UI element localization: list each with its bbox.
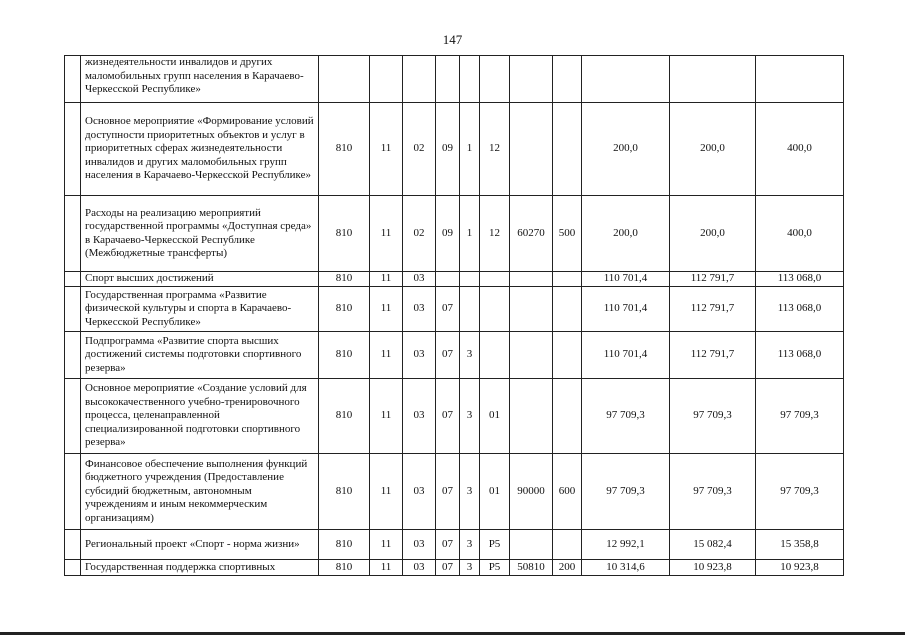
event-code-cell [480,56,510,103]
subprogram-code-cell: 3 [460,379,480,454]
event-code-cell [480,332,510,379]
expense-type-cell [553,530,582,560]
row-index-cell [65,560,81,576]
event-code-cell: P5 [480,530,510,560]
amount-year-2-cell [670,56,756,103]
table-row [65,454,844,530]
amount-year-2-cell: 15 082,4 [670,530,756,560]
amount-year-3-cell: 113 068,0 [756,332,844,379]
section-code-cell: 11 [370,287,403,332]
direction-code-cell: 90000 [510,454,553,530]
amount-year-2-cell: 200,0 [670,103,756,196]
amount-year-3-cell: 97 709,3 [756,454,844,530]
row-index-cell [65,272,81,287]
ministry-code-cell: 810 [319,287,370,332]
table-row [65,103,844,196]
amount-year-3-cell [756,56,844,103]
row-index-cell [65,56,81,103]
amount-year-1-cell: 12 992,1 [582,530,670,560]
table-row [65,332,844,379]
program-code-cell: 09 [436,103,460,196]
event-code-cell: 01 [480,454,510,530]
ministry-code-cell: 810 [319,379,370,454]
expense-name-cell: Основное мероприятие «Создание условий для высококачественного учебно-тренировочного процесса, целенаправленной специализированной подготовки спортивного резерва» [81,379,319,454]
amount-year-2-cell: 97 709,3 [670,379,756,454]
amount-year-2-cell: 112 791,7 [670,332,756,379]
table-row [65,530,844,560]
direction-code-cell: 50810 [510,560,553,576]
ministry-code-cell: 810 [319,103,370,196]
expense-name-cell: Основное мероприятие «Формирование условий доступности приоритетных объектов и услуг в приоритетных сферах жизнедеятельности инвалидов и других маломобильных групп населения в Карачаево-Черкесской Республике» [81,103,319,196]
amount-year-3-cell: 15 358,8 [756,530,844,560]
program-code-cell: 07 [436,454,460,530]
subprogram-code-cell: 1 [460,196,480,272]
amount-year-1-cell: 97 709,3 [582,454,670,530]
subprogram-code-cell [460,272,480,287]
expense-type-cell [553,287,582,332]
event-code-cell: 01 [480,379,510,454]
expense-type-cell [553,103,582,196]
subsection-code-cell: 03 [403,332,436,379]
page-bottom-border [0,632,905,635]
program-code-cell: 09 [436,196,460,272]
section-code-cell: 11 [370,103,403,196]
program-code-cell [436,272,460,287]
subsection-code-cell: 02 [403,103,436,196]
section-code-cell: 11 [370,530,403,560]
subprogram-code-cell: 3 [460,560,480,576]
direction-code-cell [510,287,553,332]
program-code-cell [436,56,460,103]
program-code-cell: 07 [436,560,460,576]
ministry-code-cell: 810 [319,560,370,576]
amount-year-3-cell: 113 068,0 [756,287,844,332]
amount-year-2-cell: 10 923,8 [670,560,756,576]
direction-code-cell [510,379,553,454]
ministry-code-cell: 810 [319,272,370,287]
amount-year-1-cell: 200,0 [582,103,670,196]
direction-code-cell [510,103,553,196]
subprogram-code-cell: 3 [460,454,480,530]
page-number: 147 [442,32,463,47]
row-index-cell [65,196,81,272]
subsection-code-cell: 03 [403,272,436,287]
expense-name-cell: Расходы на реализацию мероприятий государственной программы «Доступная среда» в Карачаево-Черкесской Республике (Межбюджетные трансферты) [81,196,319,272]
table-row [65,56,844,103]
section-code-cell: 11 [370,560,403,576]
subsection-code-cell: 02 [403,196,436,272]
ministry-code-cell: 810 [319,332,370,379]
budget-table [64,55,844,576]
amount-year-1-cell: 110 701,4 [582,287,670,332]
direction-code-cell [510,530,553,560]
direction-code-cell [510,56,553,103]
table-row [65,560,844,576]
table-row [65,196,844,272]
expense-name-cell: Подпрограмма «Развитие спорта высших достижений системы подготовки спортивного резерва» [81,332,319,379]
section-code-cell: 11 [370,454,403,530]
amount-year-1-cell: 10 314,6 [582,560,670,576]
subsection-code-cell: 03 [403,530,436,560]
ministry-code-cell: 810 [319,196,370,272]
amount-year-1-cell: 110 701,4 [582,332,670,379]
subprogram-code-cell: 3 [460,332,480,379]
expense-type-cell [553,272,582,287]
section-code-cell: 11 [370,272,403,287]
amount-year-2-cell: 112 791,7 [670,272,756,287]
expense-name-cell: Государственная поддержка спортивных [81,560,319,576]
expense-name-cell: Спорт высших достижений [81,272,319,287]
table-row [65,379,844,454]
subprogram-code-cell: 3 [460,530,480,560]
amount-year-3-cell: 97 709,3 [756,379,844,454]
amount-year-1-cell [582,56,670,103]
amount-year-1-cell: 110 701,4 [582,272,670,287]
amount-year-3-cell: 400,0 [756,103,844,196]
subprogram-code-cell: 1 [460,103,480,196]
section-code-cell: 11 [370,332,403,379]
amount-year-1-cell: 200,0 [582,196,670,272]
amount-year-1-cell: 97 709,3 [582,379,670,454]
subsection-code-cell: 03 [403,287,436,332]
program-code-cell: 07 [436,379,460,454]
expense-type-cell: 500 [553,196,582,272]
amount-year-2-cell: 112 791,7 [670,287,756,332]
ministry-code-cell [319,56,370,103]
event-code-cell: 12 [480,103,510,196]
row-index-cell [65,454,81,530]
expense-type-cell [553,56,582,103]
section-code-cell [370,56,403,103]
expense-type-cell: 600 [553,454,582,530]
row-index-cell [65,287,81,332]
amount-year-2-cell: 97 709,3 [670,454,756,530]
subsection-code-cell: 03 [403,454,436,530]
row-index-cell [65,103,81,196]
expense-name-cell: Государственная программа «Развитие физической культуры и спорта в Карачаево-Черкесской Республике» [81,287,319,332]
expense-type-cell [553,332,582,379]
expense-name-cell: Финансовое обеспечение выполнения функций бюджетного учреждения (Предоставление субсидий бюджетным, автономным учреждениям и иным некоммерческим организациям) [81,454,319,530]
subsection-code-cell: 03 [403,560,436,576]
subsection-code-cell [403,56,436,103]
expense-type-cell [553,379,582,454]
direction-code-cell [510,272,553,287]
ministry-code-cell: 810 [319,530,370,560]
program-code-cell: 07 [436,332,460,379]
event-code-cell [480,272,510,287]
subprogram-code-cell [460,287,480,332]
section-code-cell: 11 [370,196,403,272]
direction-code-cell [510,332,553,379]
row-index-cell [65,530,81,560]
amount-year-2-cell: 200,0 [670,196,756,272]
program-code-cell: 07 [436,287,460,332]
amount-year-3-cell: 113 068,0 [756,272,844,287]
expense-name-cell: Региональный проект «Спорт - норма жизни» [81,530,319,560]
event-code-cell [480,287,510,332]
expense-type-cell: 200 [553,560,582,576]
subsection-code-cell: 03 [403,379,436,454]
event-code-cell: P5 [480,560,510,576]
event-code-cell: 12 [480,196,510,272]
expense-name-cell: жизнедеятельности инвалидов и других маломобильных групп населения в Карачаево-Черкесской Республике» [81,56,319,103]
section-code-cell: 11 [370,379,403,454]
direction-code-cell: 60270 [510,196,553,272]
row-index-cell [65,379,81,454]
row-index-cell [65,332,81,379]
amount-year-3-cell: 10 923,8 [756,560,844,576]
subprogram-code-cell [460,56,480,103]
table-row [65,272,844,287]
ministry-code-cell: 810 [319,454,370,530]
table-row [65,287,844,332]
program-code-cell: 07 [436,530,460,560]
budget-table-body [65,56,844,576]
amount-year-3-cell: 400,0 [756,196,844,272]
